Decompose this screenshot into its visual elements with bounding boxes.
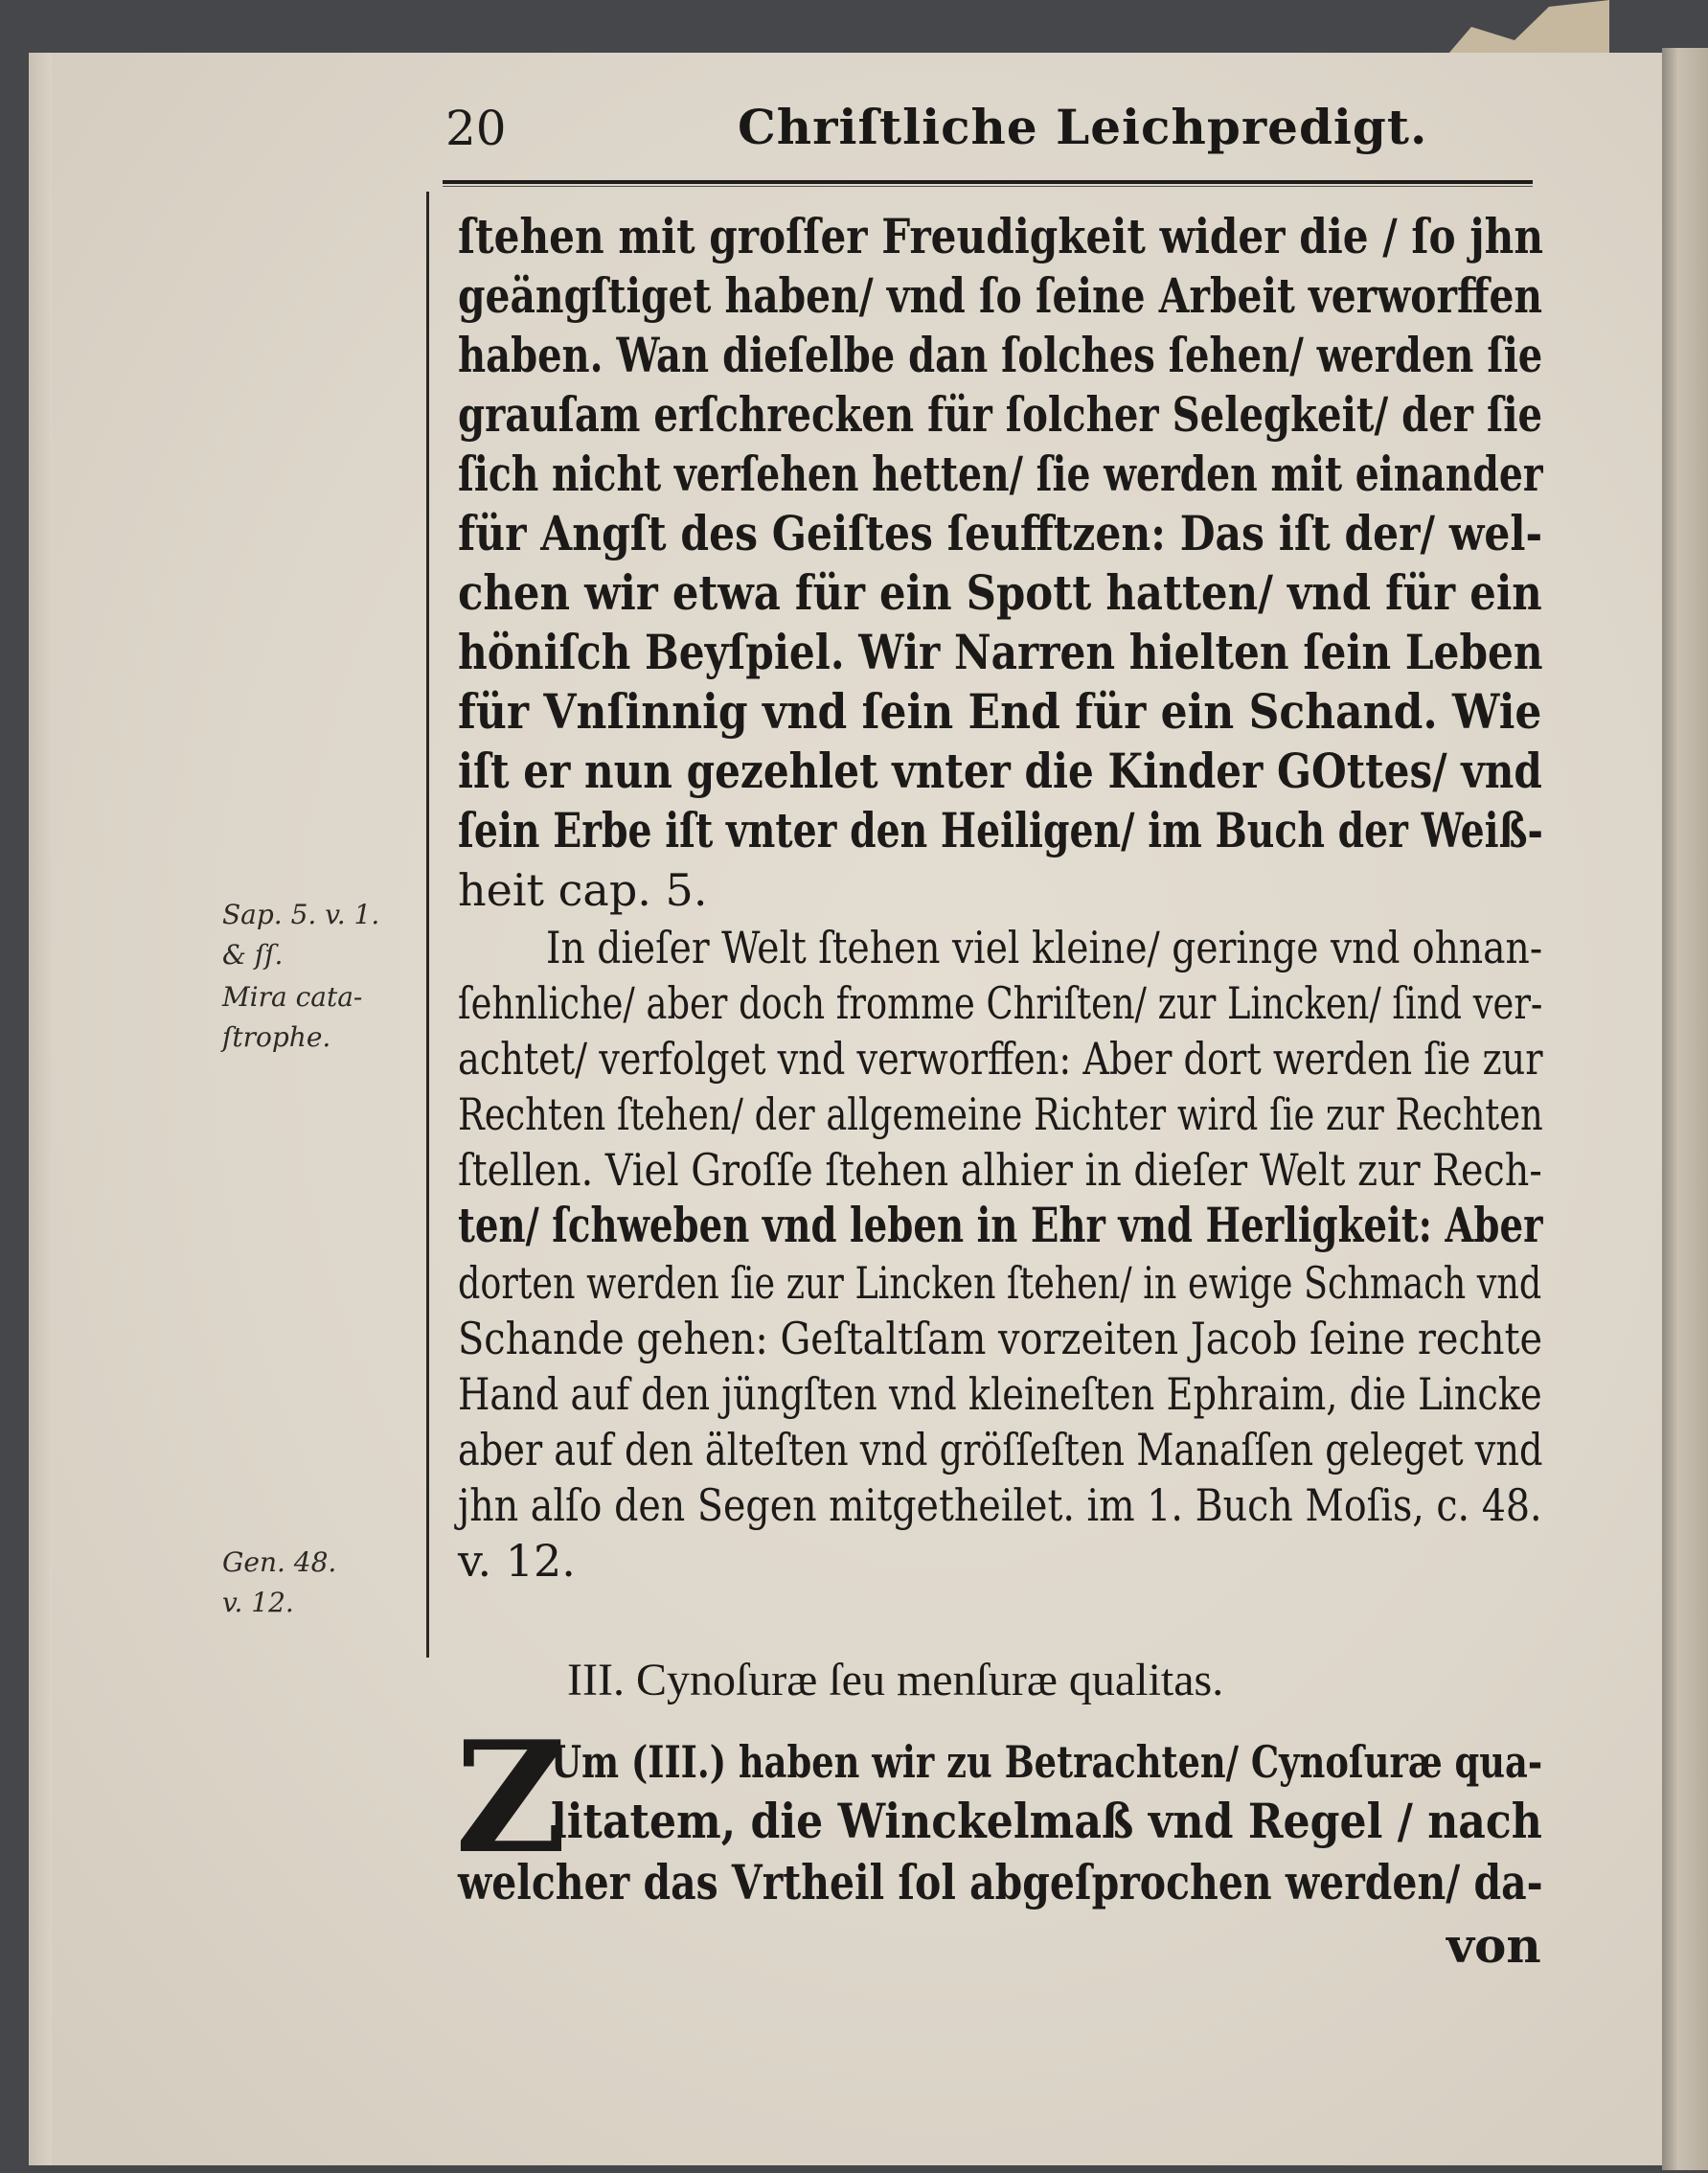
body-line: jhn alſo den Segen mitgetheilet. im 1. Buch Moſis, c. 48. — [458, 1479, 1542, 1531]
body-line: Schande gehen: Geſtaltſam vorzeiten Jacob ſeine rechte — [458, 1313, 1543, 1364]
margin-note-gen-ref: Gen. 48. — [222, 1546, 337, 1578]
catchword: von — [1446, 1917, 1541, 1974]
body-line: ſich nicht verſehen hetten/ ſie werden mit einander — [458, 446, 1543, 502]
paragraph-line: Um (III.) haben wir zu Betrachten/ Cynoſuræ qua- — [551, 1736, 1543, 1788]
body-line: aber auf den älteſten vnd gröſſeſten Manaſſen geleget vnd — [458, 1424, 1543, 1475]
body-line: ſein Erbe iſt vnter den Heiligen/ im Buch der Weiß- — [458, 802, 1543, 858]
body-line: In dieſer Welt ſtehen viel kleine/ geringe vnd ohnan- — [546, 922, 1543, 973]
drop-cap: Z — [455, 1707, 567, 1887]
body-line: für Angſt des Geiſtes ſeufftzen: Das iſt der/ wel- — [458, 505, 1543, 561]
body-line: ten/ ſchweben vnd leben in Ehr vnd Herligkeit: Aber — [458, 1197, 1543, 1253]
paragraph-line: litatem, die Winckelmaß vnd Regel / nach — [551, 1793, 1542, 1849]
page-edge-stack — [1662, 48, 1708, 2170]
body-line: haben. Wan dieſelbe dan ſolches ſehen/ werden ſie — [458, 327, 1543, 383]
body-line: grauſam erſchrecken für ſolcher Selegkeit/ der ſie — [458, 386, 1543, 443]
paragraph-line: welcher das Vrtheil ſol abgeſprochen werden/ da- — [458, 1854, 1543, 1910]
body-line: v. 12. — [458, 1535, 576, 1587]
header-rule — [443, 180, 1533, 184]
margin-note-sap-ref-cont: & ſſ. — [222, 939, 284, 971]
header-rule-thin — [443, 186, 1533, 187]
body-line: geängſtiget haben/ vnd ſo ſeine Arbeit verworffen — [458, 267, 1543, 324]
body-line: dorten werden ſie zur Lincken ſtehen/ in ewige Schmach vnd — [458, 1257, 1542, 1309]
margin-note-sap-ref: Sap. 5. v. 1. — [222, 899, 380, 930]
body-line: für Vnſinnig vnd ſein End für ein Schand. Wie — [458, 683, 1542, 740]
body-line: ſehnliche/ aber doch fromme Chriſten/ zur Lincken/ ſind ver- — [458, 977, 1543, 1029]
body-line: achtet/ verfolget vnd verworffen: Aber dort werden ſie zur — [458, 1033, 1543, 1085]
body-line: ſtellen. Viel Groſſe ſtehen alhier in dieſer Welt zur Rech- — [458, 1144, 1542, 1196]
margin-note-catastrophe: Mira cata- — [222, 981, 363, 1013]
body-line: ſtehen mit groſſer Freudigkeit wider die / ſo jhn — [458, 208, 1544, 264]
body-line: Rechten ſtehen/ der allgemeine Richter wird ſie zur Rechten — [458, 1088, 1543, 1140]
body-line: Hand auf den jüngſten vnd kleineſten Ephraim, die Lincke — [458, 1368, 1542, 1420]
column-divider-rule — [426, 192, 429, 1658]
body-line: heit cap. 5. — [458, 864, 708, 916]
body-line: chen wir etwa für ein Spott hatten/ vnd für ein — [458, 564, 1542, 621]
body-line: höniſch Beyſpiel. Wir Narren hielten ſein Leben — [458, 624, 1543, 680]
margin-note-catastrophe-cont: ſtrophe. — [222, 1021, 331, 1053]
page-gutter-shadow — [29, 53, 52, 2165]
page-number: 20 — [445, 101, 507, 156]
margin-note-gen-ref-cont: v. 12. — [222, 1587, 294, 1618]
body-line: iſt er nun gezehlet vnter die Kinder GOttes/ vnd — [458, 743, 1542, 799]
section-heading: III. Cynoſuræ ſeu menſuræ qualitas. — [567, 1655, 1224, 1705]
running-head: Chriſtliche Leichpredigt. — [738, 99, 1428, 155]
